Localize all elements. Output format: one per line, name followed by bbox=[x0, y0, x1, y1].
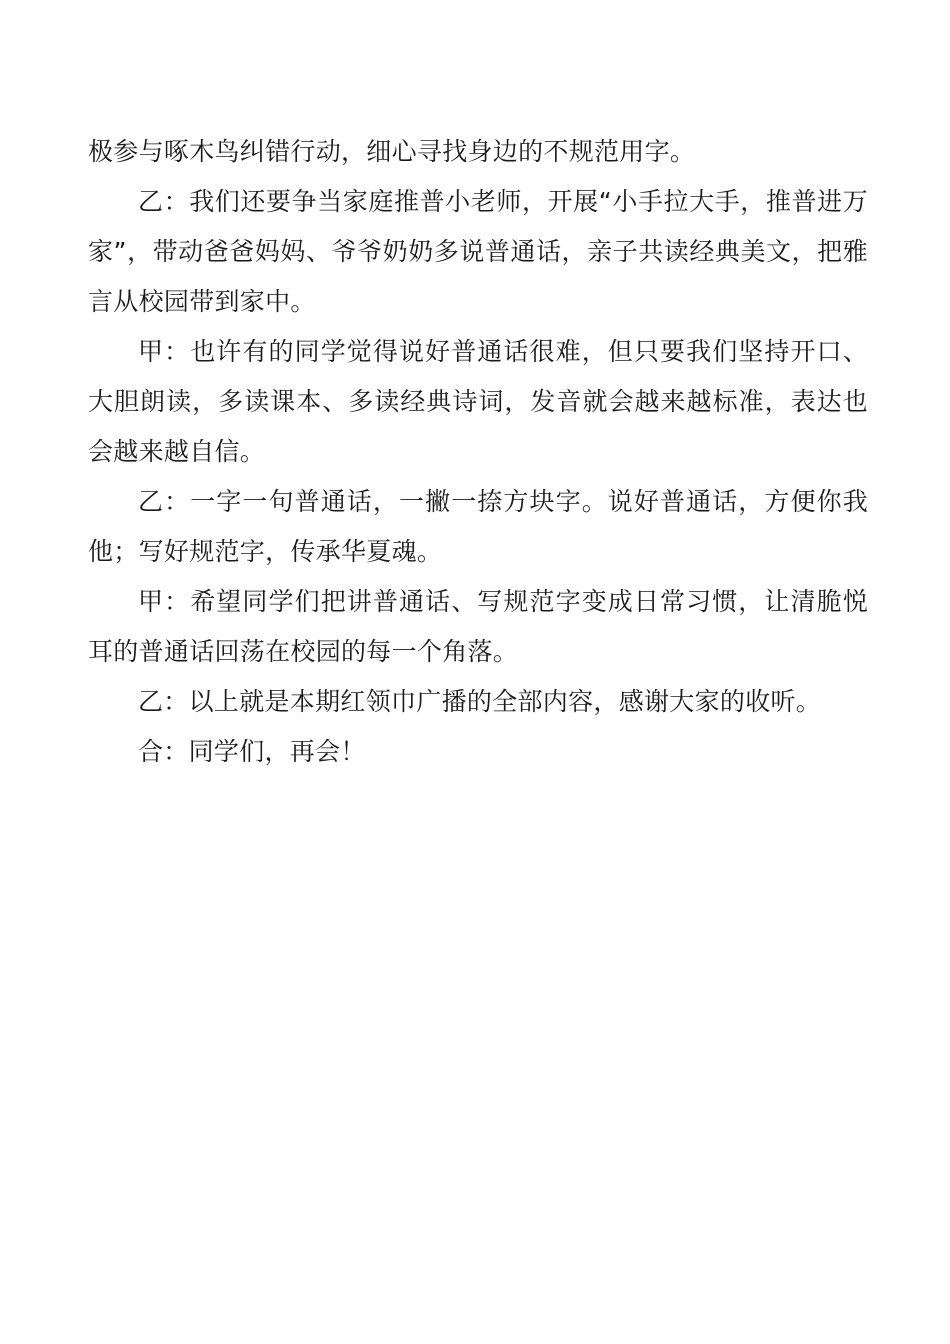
paragraph-speaker-jia-1: 甲：也许有的同学觉得说好普通话很难，但只要我们坚持开口、大胆朗读，多读课本、多读经典诗词，发音就会越来越标准，表达也会越来越自信。 bbox=[88, 337, 868, 466]
document-body bbox=[88, 127, 868, 777]
paragraph-closing-together: 合：同学们，再会！ bbox=[138, 737, 366, 766]
paragraph-speaker-yi-1: 乙：我们还要争当家庭推普小老师，开展“小手拉大手，推普进万家”，带动爸爸妈妈、爷爷奶奶多说普通话，亲子共读经典美文，把雅言从校园带到家中。 bbox=[88, 187, 868, 316]
paragraph-speaker-yi-3: 乙：以上就是本期红领巾广播的全部内容，感谢大家的收听。 bbox=[138, 687, 822, 716]
paragraph-continuation: 极参与啄木鸟纠错行动，细心寻找身边的不规范用字。 bbox=[88, 137, 696, 166]
paragraph-speaker-jia-2: 甲：希望同学们把讲普通话、写规范字变成日常习惯，让清脆悦耳的普通话回荡在校园的每一个角落。 bbox=[88, 587, 868, 666]
paragraph-speaker-yi-2: 乙：一字一句普通话，一撇一捺方块字。说好普通话，方便你我他；写好规范字，传承华夏魂。 bbox=[88, 487, 868, 566]
